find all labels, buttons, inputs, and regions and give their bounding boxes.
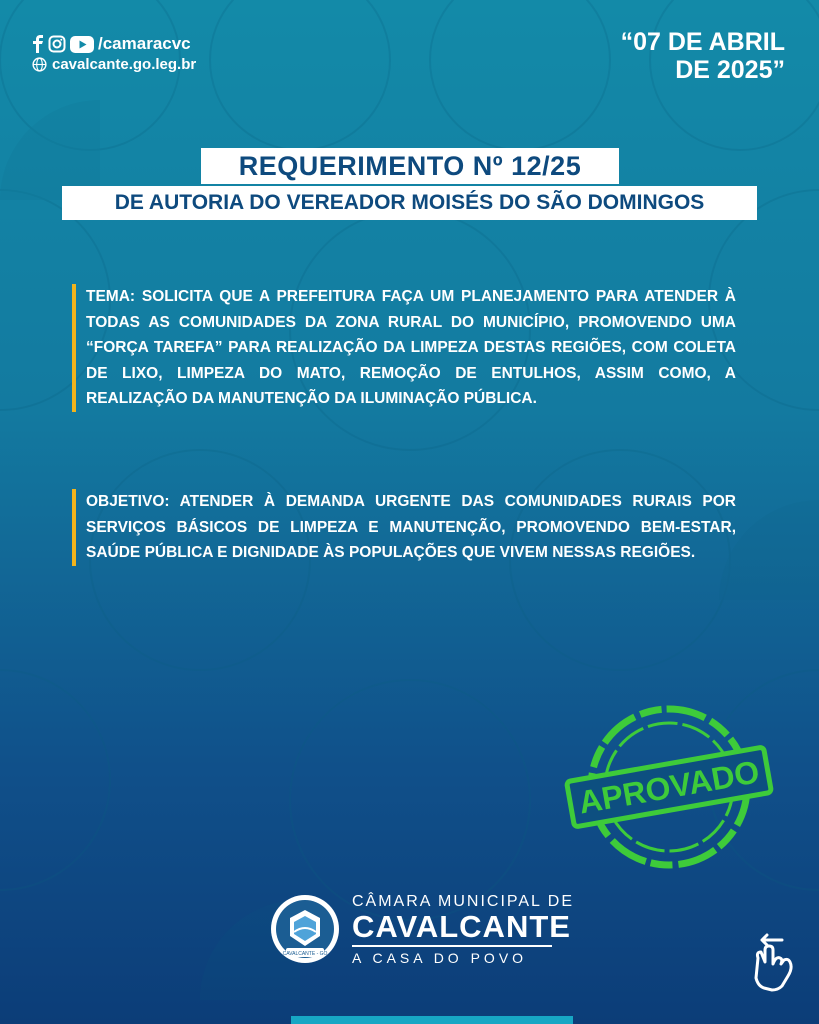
stamp-label: APROVADO	[575, 753, 763, 821]
chamber-logo	[268, 892, 574, 966]
bottom-accent-bar	[291, 1016, 573, 1024]
social-handle[interactable]: /camaracvc	[98, 34, 191, 53]
logo-divider	[352, 945, 552, 947]
date-label	[621, 28, 785, 84]
logo-line-3: A CASA DO POVO	[352, 949, 528, 966]
page-subtitle: DE AUTORIA DO VEREADOR MOISÉS DO SÃO DOMINGOS	[62, 186, 757, 220]
page-title: REQUERIMENTO Nº 12/25	[201, 148, 619, 184]
instagram-icon[interactable]	[48, 35, 66, 53]
date-line-1: “07 DE ABRIL	[620, 28, 785, 56]
date-line-2: DE 2025”	[675, 56, 785, 84]
approved-stamp	[564, 702, 774, 872]
globe-icon	[32, 57, 47, 72]
facebook-icon[interactable]	[32, 35, 44, 53]
social-links	[32, 34, 196, 73]
youtube-icon[interactable]	[70, 36, 94, 53]
tema-paragraph: TEMA: SOLICITA QUE A PREFEITURA FAÇA UM PLANEJAMENTO PARA ATENDER À TODAS AS COMUNIDADES DA ZONA RURAL DO MUNICÍPIO, PROMOVENDO UMA “FORÇA TAREFA” PARA REALIZAÇÃO DA LIMPEZA DESTAS REGIÕES, COM COLETA DE LIXO, LIMPEZA DO MATO, REMOÇÃO DE ENTULHOS, ASSIM COMO, A REALIZAÇÃO DA MANUTENÇÃO DA ILUMINAÇÃO PÚBLICA.	[72, 284, 736, 412]
logo-line-2: CAVALCANTE	[352, 908, 571, 944]
objetivo-paragraph: OBJETIVO: ATENDER À DEMANDA URGENTE DAS COMUNIDADES RURAIS POR SERVIÇOS BÁSICOS DE LIMPEZA E MANUTENÇÃO, PROMOVENDO BEM-ESTAR, SAÚDE PÚBLICA E DIGNIDADE ÀS POPULAÇÕES QUE VIVEM NESSAS REGIÕES.	[72, 489, 736, 566]
seal-text: CAVALCANTE - GO	[282, 951, 328, 957]
municipal-seal-icon	[268, 892, 342, 966]
logo-line-1: CÂMARA MUNICIPAL DE	[352, 892, 575, 910]
swipe-hand-icon[interactable]	[748, 932, 800, 992]
website-link[interactable]: cavalcante.go.leg.br	[52, 56, 197, 73]
